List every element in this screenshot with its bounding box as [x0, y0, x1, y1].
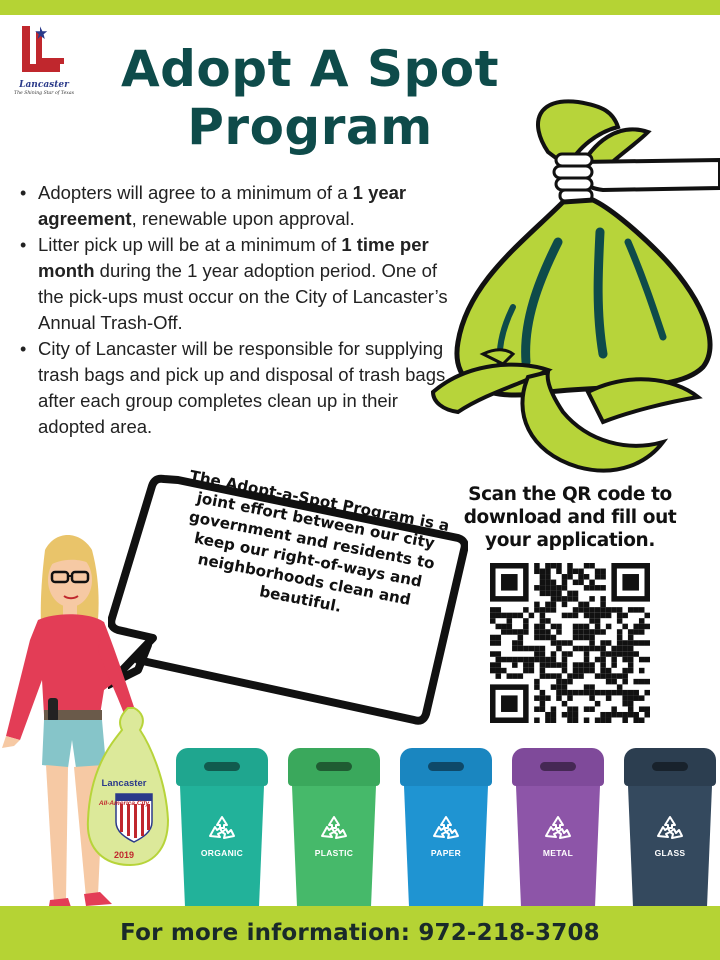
bin-organic [176, 748, 268, 908]
bin-paper [400, 748, 492, 908]
bin-body [516, 786, 600, 908]
list-item [18, 232, 448, 336]
bullet-text: , renewable upon approval. [131, 208, 355, 229]
bin-label: GLASS [654, 848, 686, 858]
trash-bag-illustration [428, 92, 720, 482]
bag-badge-subtitle: All-America City [98, 800, 150, 807]
speech-bubble-text: The Adopt-a-Spot Program is a joint effort between our city government and residents to keep our right-of-ways and neighborhoods clean and beautiful. [187, 466, 451, 616]
qr-code[interactable] [490, 563, 650, 723]
bin-metal [512, 748, 604, 908]
city-logo [10, 26, 78, 98]
footer-bar [0, 906, 720, 960]
list-item [18, 336, 448, 440]
bin-body [404, 786, 488, 908]
recycle-icon [430, 814, 462, 846]
bin-body [180, 786, 264, 908]
bin-body [628, 786, 712, 908]
bin-plastic [288, 748, 380, 908]
bullet-text: Adopters will agree to a minimum of a [38, 182, 353, 203]
recycle-icon [654, 814, 686, 846]
bin-body [292, 786, 376, 908]
bag-badge-name: Lancaster [101, 778, 147, 789]
bullet-bold-text: 1 time per month [38, 234, 429, 281]
bullet-bold-text: 1 year agreement [38, 182, 407, 229]
contact-info[interactable]: For more information: 972-218-3708 [120, 920, 600, 946]
bin-lid [624, 748, 716, 786]
bullet-text: during the 1 year adoption period. One of the pick-ups must occur on the City of Lancaster’s Annual Trash-Off. [38, 260, 448, 333]
title-line-2: Program [187, 98, 433, 156]
bin-lid [288, 748, 380, 786]
logo-tagline: The Shining Star of Texas [14, 91, 74, 96]
logo-name: Lancaster [19, 80, 69, 90]
bin-label: PLASTIC [314, 848, 354, 858]
bin-label: ORGANIC [200, 848, 244, 858]
bag-badge-year: 2019 [113, 850, 135, 860]
bin-lid [176, 748, 268, 786]
recycling-bins [170, 748, 720, 908]
qr-caption: Scan the QR code to download and fill out your application. [463, 484, 677, 551]
bin-label: PAPER [430, 848, 462, 858]
title-line-1: Adopt A Spot [120, 40, 500, 98]
bullet-text: Litter pick up will be at a minimum of [38, 234, 342, 255]
bin-lid [400, 748, 492, 786]
bullet-text: City of Lancaster will be responsible for supplying trash bags and pick up and disposal of trash bags after each group completes clean up in their adopted area. [38, 338, 446, 437]
recycle-icon [206, 814, 238, 846]
bin-lid [512, 748, 604, 786]
recycle-icon [318, 814, 350, 846]
top-accent-bar [0, 0, 720, 15]
recycle-icon [542, 814, 574, 846]
list-item [18, 180, 448, 232]
woman-illustration [0, 530, 170, 920]
bin-label: METAL [542, 848, 574, 858]
lancaster-logo-icon [16, 26, 72, 80]
bin-glass [624, 748, 716, 908]
program-terms-list [18, 180, 448, 440]
